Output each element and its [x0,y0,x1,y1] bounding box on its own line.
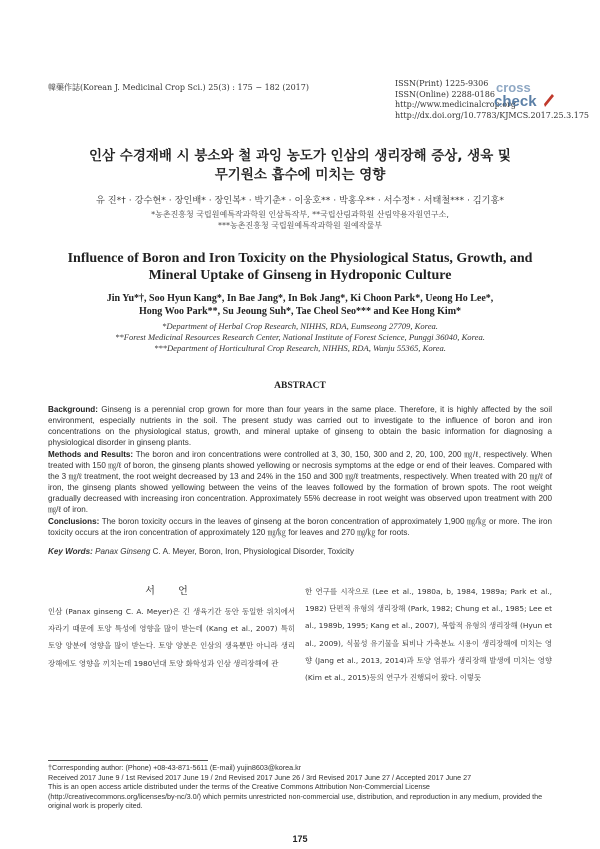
background-text: Ginseng is a perennial crop grown for more than four years in the same place. Therefore, it is highly affected by the soil environment, especially nutrients in the soil. The present study was carried out to investigate to the influence of boron and iron concentrations on the physiological status, growth, and mineral uptake of ginseng to obtain the basic information for diagnosing a physiological disorder in ginseng plants. [48,405,552,448]
abstract-conclusions [48,516,552,538]
korean-affiliations [40,209,560,231]
page-number: 175 [292,834,308,844]
english-affiliation-3: ***Department of Horticultural Crop Research, NIHHS, RDA, Wanju 55365, Korea. [154,343,446,353]
received-dates: Received 2017 June 9 / 1st Revised 2017 June 19 / 2nd Revised 2017 June 26 / 3rd Revised 2017 June 27 / Accepted 2017 June 27 [48,772,472,782]
keywords-rest: C. A. Meyer, Boron, Iron, Physiological Disorder, Toxicity [150,547,355,556]
english-authors-line-2: Hong Woo Park**, Su Jeoung Suh*, Tae Cheol Seo*** and Kee Hong Kim* [138,306,462,317]
methods-text: The boron and iron concentrations were controlled at 3, 30, 150, 300 and 2, 20, 100, 200 ㎎/ℓ, respectively. When treated with 150 ㎎/ℓ of boron, the ginseng plants showed yellowing or necrosis symptoms at the edge or end of their leaves. Compared with the 3 ㎎/ℓ treatment, the root weight decreased by 13 and 24% in the 150 and 300 ㎎/ℓ treatments, respectively. When treated with 20 ㎎/ℓ of iron, the ginseng plants showed yellowing between the veins of the leaves followed by the formation of brown spots. The root weight gradually decreased with increasing iron concentration. Approximately 55% decrease in root weight was observed upon treatment with 200 ㎎/ℓ of iron. [48,449,552,515]
korean-title-line-2: 무기원소 흡수에 미치는 영향 [214,167,386,183]
korean-affiliation-1: *농촌진흥청 국립원예특작과학원 인삼특작부, **국립산림과학원 산림약용자원연구소, [151,210,449,219]
korean-authors: 유 진*† · 강수현* · 장인배* · 장인복* · 박기춘* · 이웅호** · 박홍우** · 서수정* · 서태철*** · 김기홍* [95,195,505,206]
issn-block [395,79,589,121]
abstract-background [48,404,552,449]
korean-affiliation-2: ***농촌진흥청 국립원예특작과학원 원예작물부 [218,221,382,230]
keywords-label: Key Words: [48,547,93,556]
keywords [48,547,552,556]
english-title-line-2: Mineral Uptake of Ginseng in Hydroponic Culture [148,268,452,283]
crossmark-icon [494,80,556,110]
conclusions-label: Conclusions: [48,516,100,526]
footnote-divider [48,760,208,761]
crossmark-logo[interactable] [494,80,556,110]
methods-label: Methods and Results: [48,449,134,459]
english-affiliations [40,321,560,354]
keywords-species: Panax Ginseng [95,547,151,556]
abstract-body [48,404,552,538]
journal-url[interactable]: http://www.medicinalcrop.org [395,100,516,109]
korean-title-line-1: 인삼 수경재배 시 붕소와 철 과잉 농도가 인삼의 생리장해 증상, 생육 및 [89,148,511,164]
body-column-left [48,583,295,672]
english-title [40,250,560,284]
issn-online: ISSN(Online) 2288-0186 [395,89,495,99]
korean-title [40,147,560,185]
english-affiliation-2: **Forest Medicinal Resources Research Center, National Institute of Forest Science, Punggi 36040, Korea. [115,332,485,342]
issn-print: ISSN(Print) 1225-9306 [395,79,489,88]
doi-link[interactable]: http://dx.doi.org/10.7783/KJMCS.2017.25.3.175 [395,110,589,120]
section-title-introduction: 서 언 [145,586,198,597]
license-note: This is an open access article distributed under the terms of the Creative Commons Attribution Non-Commercial License (http://creativecommons.org/licenses/by-nc/3.0/) which permits unrestricted non-commercial use, distribution, and reproduction in any medium, provided the original work is properly cited. [48,782,543,811]
abstract-methods [48,449,552,516]
english-affiliation-1: *Department of Herbal Crop Research, NIHHS, RDA, Eumseong 27709, Korea. [162,321,438,331]
svg-text:cross: cross [496,80,531,95]
intro-paragraph-left: 인삼 (Panax ginseng C. A. Meyer)은 긴 생육기간 동안 동일한 위치에서 자라기 때문에 토양 특성에 영향을 많이 받는데 (Kang et al., 2007) 특히 토양 양분에 영향을 많이 받는다. 토양 양분은 인삼의 생육뿐만 아니라 생리장해에도 영향을 끼치는데 1980년대 토양 화학성과 인삼 생리장해에 관 [48,607,295,668]
english-authors-line-1: Jin Yu*†, Soo Hyun Kang*, In Bae Jang*, In Bok Jang*, Ki Choon Park*, Ueong Ho Lee*, [106,293,494,304]
conclusions-text: The boron toxicity occurs in the leaves of ginseng at the boron concentration of approximately 1,900 ㎎/㎏ or more. The iron toxicity occurs at the iron concentration of approximately 120 ㎎/㎏ for leaves and 270 ㎎/㎏ for roots. [48,516,552,537]
background-label: Background: [48,405,98,414]
footnotes [48,763,554,811]
english-authors [40,292,560,318]
abstract-heading: ABSTRACT [274,381,326,391]
corresponding-author: †Corresponding author: (Phone) +08-43-871-5611 (E-mail) yujin8603@korea.kr [48,763,302,772]
svg-text:check: check [494,93,537,110]
body-column-right [305,583,552,686]
intro-paragraph-right: 한 연구를 시작으로 (Lee et al., 1980a, b, 1984, 1989a; Park et al., 1982) 단편적 유형의 생리장해 (Park, 1982; Chung et al., 1985; Lee et al., 1989b, 1995; Kang et al., 2007), 복합적 유형의 생리장해 (Hyun et al., 2009), 식물성 유기물을 퇴비나 가축분뇨 시용이 생리장해에 미치는 영향 (Jang et al., 2013, 2014)과 토양 염류가 생리장해 발생에 미치는 영향 (Kim et al., 2015)등의 연구가 진행되어 왔다. 이렇듯 [305,587,552,683]
english-title-line-1: Influence of Boron and Iron Toxicity on the Physiological Status, Growth, and [67,251,533,266]
journal-citation: 韓藥作誌(Korean J. Medicinal Crop Sci.) 25(3) : 175 − 182 (2017) [48,83,309,92]
